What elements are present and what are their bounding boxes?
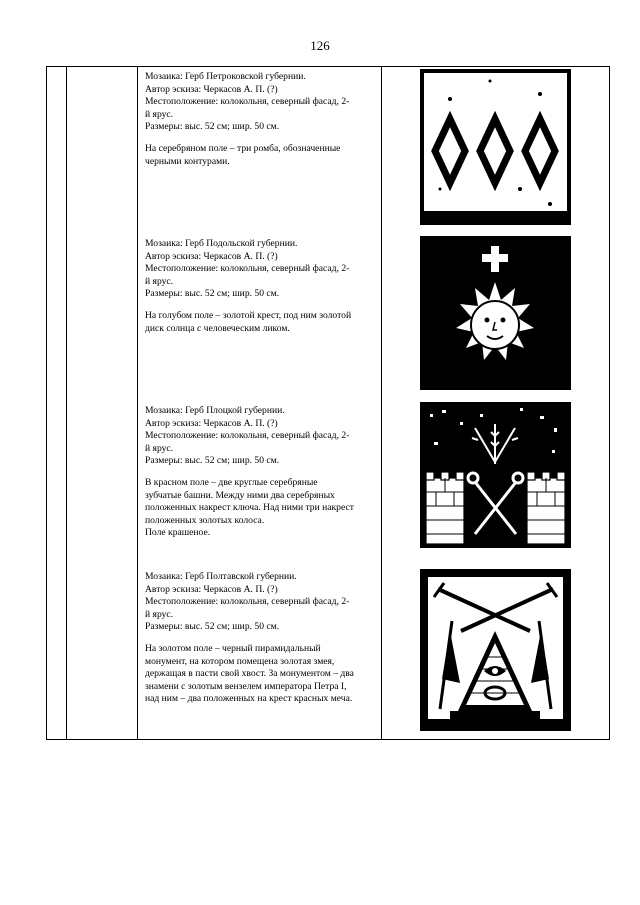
entry-description: На серебряном поле – три ромба, обозначенные черными контурами. [145, 142, 341, 167]
column-divider [66, 67, 67, 739]
three-rhombuses-coat-of-arms-image [420, 69, 571, 225]
towers-keys-ears-coat-of-arms-image [420, 402, 571, 557]
entry-text [145, 571, 377, 706]
entry-location: Местоположение: колокольня, северный фасад, 2- [145, 96, 350, 108]
entry-location-cont: й ярус. [145, 275, 174, 287]
entry-title: Мозаика: Герб Плоцкой губернии. [145, 405, 285, 416]
entry-description: На золотом поле – черный пирамидальный монумент, на котором помещена золотая змея, держащая в пасти свой хвост. За монументом – два знамени с золотым вензелем императора Петра I, над ним – два положенных на крест красных меча. [145, 642, 354, 705]
entry-text [145, 71, 377, 168]
pyramid-swords-banners-icon [420, 569, 571, 731]
pyramid-swords-banners-coat-of-arms-image [420, 569, 571, 731]
entry-text [145, 238, 377, 335]
entry-description: На голубом поле – золотой крест, под ним золотой диск солнца с человеческим ликом. [145, 309, 352, 334]
catalog-table [46, 66, 610, 740]
entry-size: Размеры: выс. 52 см; шир. 50 см. [145, 455, 280, 467]
entry-location-cont: й ярус. [145, 608, 174, 620]
page-number: 126 [310, 38, 330, 53]
entry-author: Автор эскиза: Черкасов А. П. (?) [145, 250, 278, 262]
entry-size: Размеры: выс. 52 см; шир. 50 см. [145, 121, 280, 133]
column-divider [137, 67, 138, 739]
entry-title: Мозаика: Герб Петроковской губернии. [145, 71, 306, 82]
entry-author: Автор эскиза: Черкасов А. П. (?) [145, 417, 278, 429]
cross-and-sun-icon [420, 236, 571, 390]
entry-size: Размеры: выс. 52 см; шир. 50 см. [145, 288, 280, 300]
entry-description: В красном поле – две круглые серебряные зубчатые башни. Между ними два серебряных положенных накрест ключа. Над ними три накрест положенных золотых колоса. Поле крашеное. [145, 476, 354, 539]
towers-keys-ears-icon [420, 402, 571, 557]
column-divider [381, 67, 382, 739]
entry-location: Местоположение: колокольня, северный фасад, 2- [145, 596, 350, 608]
entry-location-cont: й ярус. [145, 108, 174, 120]
entry-location: Местоположение: колокольня, северный фасад, 2- [145, 430, 350, 442]
entry-location-cont: й ярус. [145, 442, 174, 454]
entry-title: Мозаика: Герб Полтавской губернии. [145, 571, 297, 582]
entry-author: Автор эскиза: Черкасов А. П. (?) [145, 583, 278, 595]
entry-text [145, 405, 377, 540]
entry-author: Автор эскиза: Черкасов А. П. (?) [145, 83, 278, 95]
entry-title: Мозаика: Герб Подольской губернии. [145, 238, 298, 249]
entry-location: Местоположение: колокольня, северный фасад, 2- [145, 263, 350, 275]
cross-and-sun-coat-of-arms-image [420, 236, 571, 390]
three-rhombuses-icon [420, 69, 571, 225]
entry-size: Размеры: выс. 52 см; шир. 50 см. [145, 621, 280, 633]
